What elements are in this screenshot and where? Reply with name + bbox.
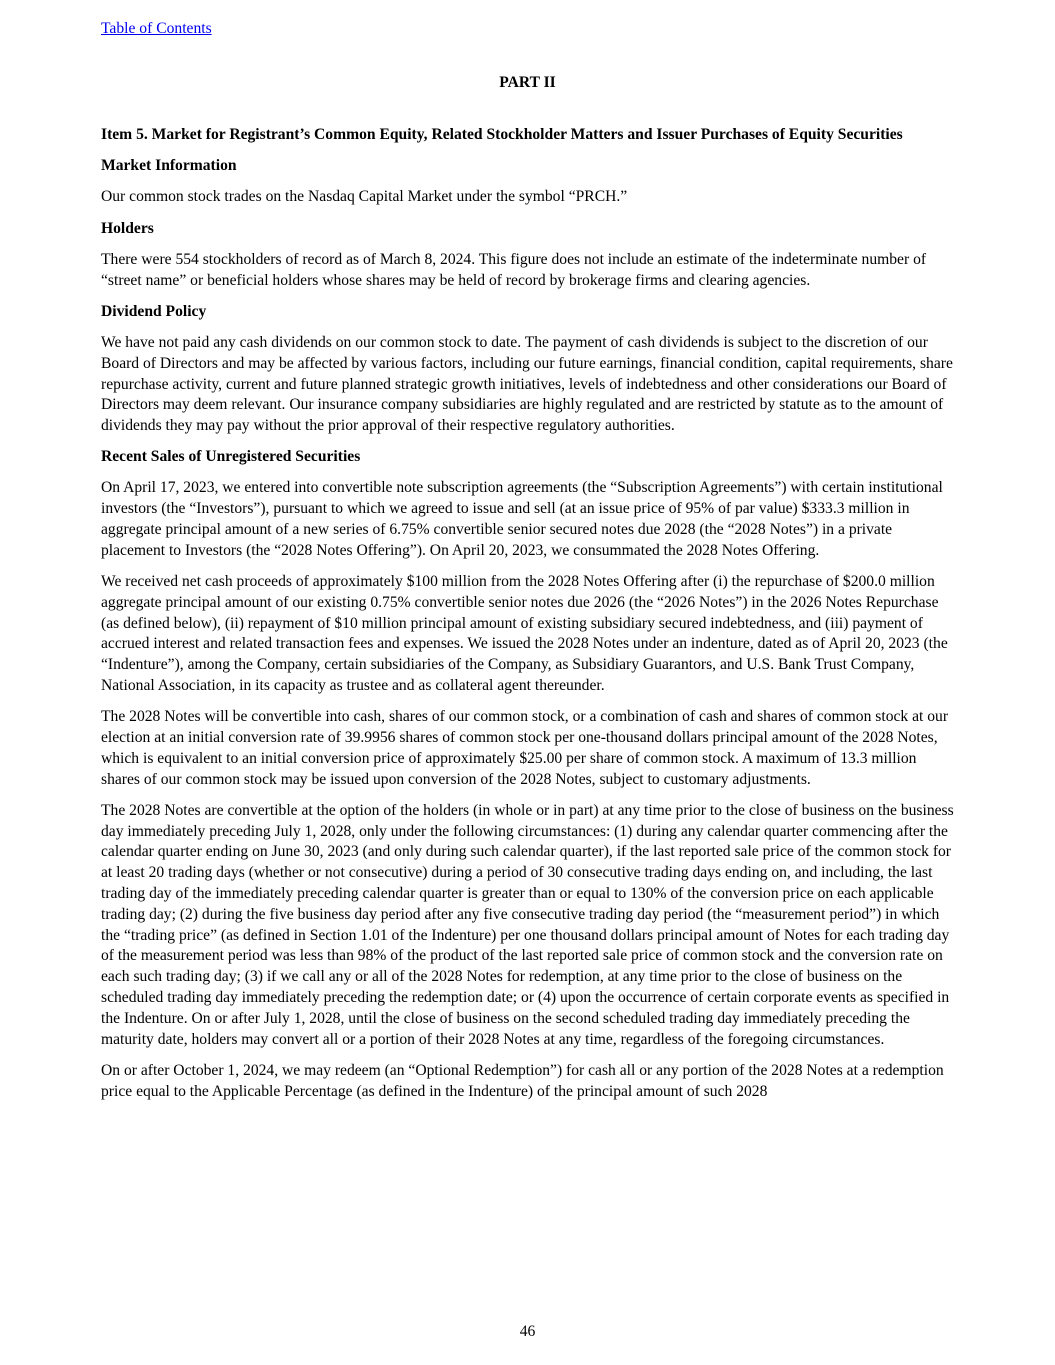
holders-heading: Holders — [101, 219, 154, 237]
market-information-text: Our common stock trades on the Nasdaq Capital Market under the symbol “PRCH.” — [101, 188, 628, 206]
page-number: 46 — [519, 1323, 536, 1340]
item-5-title: Item 5. Market for Registrant’s Common Equity, Related Stockholder Matters and Issuer Purchases of Equity Securities — [101, 126, 903, 143]
dividend-policy-text: We have not paid any cash dividends on our common stock to date. The payment of cash dividends is subject to the discretion of our Board of Directors and may be affected by various factors, including our future earnings, financial condition, capital requirements, share repurchase activity, current and future planned strategic growth initiatives, levels of indebtedness and other considerations our Board of Directors may deem relevant. Our insurance company subsidiaries are highly regulated and are restricted by statute as to the amount of dividends they may pay without the prior approval of their respective regulatory authorities. — [101, 333, 953, 435]
document-body — [101, 125, 955, 1113]
recent-sales-paragraph: We received net cash proceeds of approximately $100 million from the 2028 Notes Offering after (i) the repurchase of $200.0 million aggregate principal amount of our existing 0.75% convertible senior notes due 2026 (the “2026 Notes”) in the 2026 Notes Repurchase (as defined below), (ii) repayment of $10 million principal amount of existing subsidiary secured indebtedness, and (iii) payment of accrued interest and related transaction fees and expenses. We issued the 2028 Notes under an indenture, dated as of April 20, 2023 (the “Indenture”), among the Company, certain subsidiaries of the Company, as Subsidiary Guarantors, and U.S. Bank Trust Company, National Association, in its capacity as trustee and as collateral agent thereunder. — [101, 573, 948, 695]
dividend-policy-heading: Dividend Policy — [101, 302, 207, 320]
market-information-heading: Market Information — [101, 157, 237, 175]
holders-text: There were 554 stockholders of record as of March 8, 2024. This figure does not include an estimate of the indeterminate number of “street name” or beneficial holders whose shares may be held of record by brokerage firms and clearing agencies. — [101, 250, 927, 289]
recent-sales-paragraph: On April 17, 2023, we entered into convertible note subscription agreements (the “Subscription Agreements”) with certain institutional investors (the “Investors”), pursuant to which we agreed to issue and sell (at an issue price of 95% of par value) $333.3 million in aggregate principal amount of a new series of 6.75% convertible senior secured notes due 2028 (the “2028 Notes”) in a private placement to Investors (the “2028 Notes Offering”). On April 20, 2023, we consummated the 2028 Notes Offering. — [101, 479, 943, 559]
recent-sales-paragraph: The 2028 Notes will be convertible into cash, shares of our common stock, or a combination of cash and shares of common stock at our election at an initial conversion rate of 39.9956 shares of common stock per one-thousand dollars principal amount of the 2028 Notes, which is equivalent to an initial conversion price of approximately $25.00 per share of common stock. A maximum of 13.3 million shares of our common stock may be issued upon conversion of the 2028 Notes, subject to customary adjustments. — [101, 708, 949, 788]
recent-sales-heading: Recent Sales of Unregistered Securities — [101, 448, 361, 466]
recent-sales-paragraph: On or after October 1, 2024, we may redeem (an “Optional Redemption”) for cash all or any portion of the 2028 Notes at a redemption price equal to the Applicable Percentage (as defined in the Indenture) of the principal amount of such 2028 — [101, 1061, 944, 1100]
table-of-contents-link[interactable]: Table of Contents — [101, 20, 212, 37]
part-title: PART II — [499, 74, 556, 91]
recent-sales-paragraph: The 2028 Notes are convertible at the option of the holders (in whole or in part) at any time prior to the close of business on the business day immediately preceding July 1, 2028, only under the following circumstances: (1) during any calendar quarter commencing after the calendar quarter ending on June 30, 2023 (and only during such calendar quarter), if the last reported sale price of the common stock for at least 20 trading days (whether or not consecutive) during a period of 30 consecutive trading days ending on, and including, the last trading day of the immediately preceding calendar quarter is greater than or equal to 130% of the conversion price on each applicable trading day; (2) during the five business day period after any five consecutive trading day period (the “measurement period”) in which the “trading price” (as defined in Section 1.01 of the Indenture) per one thousand dollars principal amount of Notes for each trading day of the measurement period was less than 98% of the product of the last reported sale price of common stock and the conversion rate on each such trading day; (3) if we call any or all of the 2028 Notes for redemption, at any time prior to the close of business on the scheduled trading day immediately preceding the redemption date; or (4) upon the occurrence of certain corporate events as specified in the Indenture. On or after July 1, 2028, until the close of business on the second scheduled trading day immediately preceding the maturity date, holders may convert all or a portion of their 2028 Notes at any time, regardless of the foregoing circumstances. — [101, 801, 954, 1048]
